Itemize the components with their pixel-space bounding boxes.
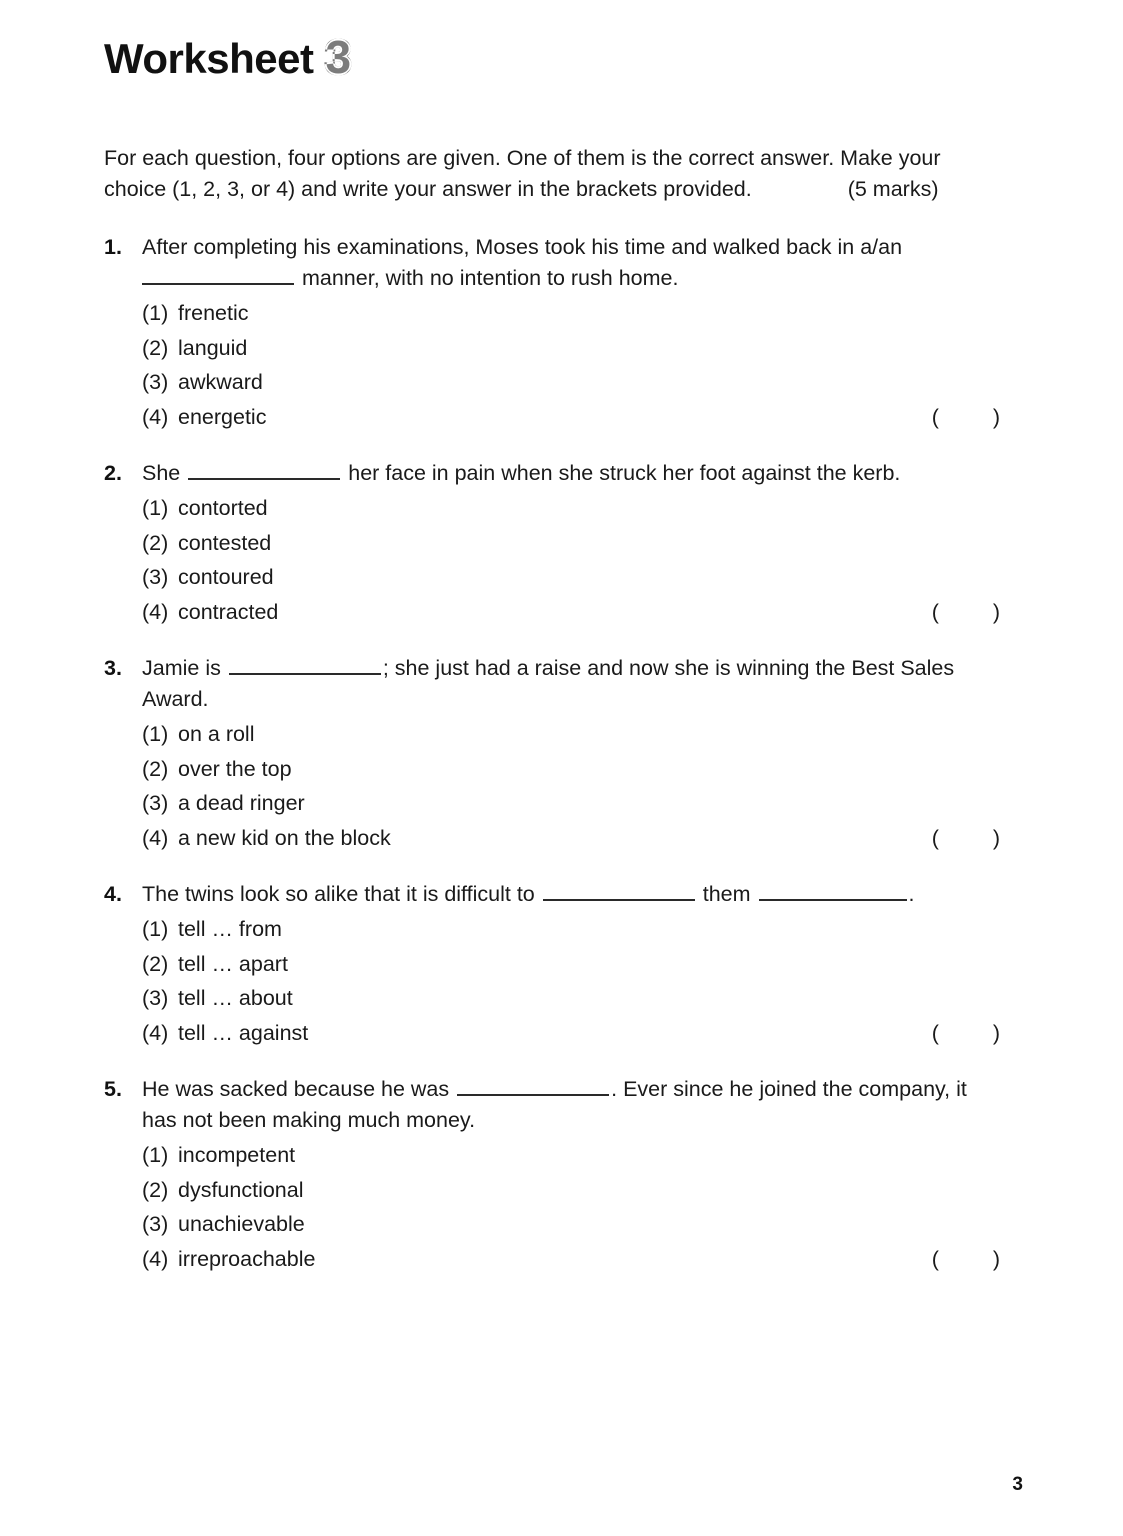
question-stem-text-b: . Ever since he joined the company, it xyxy=(611,1077,967,1101)
instructions-line-2-wrapper xyxy=(104,174,1016,205)
question-number: 5. xyxy=(104,1077,122,1101)
option-label: irreproachable xyxy=(178,1246,316,1271)
option-label: contracted xyxy=(178,599,279,624)
option-label: dysfunctional xyxy=(178,1177,304,1202)
option-number: (3) xyxy=(142,565,169,589)
question-stem-text-c: Award. xyxy=(142,687,209,711)
option-label: languid xyxy=(178,335,248,360)
question-item xyxy=(104,458,1020,629)
question-stem-text-b: manner, with no intention to rush home. xyxy=(301,266,679,290)
option-number: (1) xyxy=(142,1143,169,1167)
answer-blank[interactable] xyxy=(543,881,695,901)
page-number: 3 xyxy=(1012,1474,1023,1495)
question-stem-text-c: has not been making much money. xyxy=(142,1108,476,1132)
option-label: awkward xyxy=(178,370,263,394)
option-label: tell … apart xyxy=(178,951,288,976)
question-number: 2. xyxy=(104,461,122,485)
question-item xyxy=(104,232,1020,434)
option-label: tell … about xyxy=(178,986,293,1010)
option-label: a dead ringer xyxy=(178,791,305,815)
option-item[interactable] xyxy=(142,821,1020,856)
option-list xyxy=(104,491,1020,629)
instructions-line-1: For each question, four options are given. One of them is the correct answer. Make your xyxy=(104,146,941,170)
question-stem-text-b: her face in pain when she struck her foot against the kerb. xyxy=(348,461,901,485)
option-item[interactable] xyxy=(142,1207,1020,1242)
option-number: (3) xyxy=(142,791,169,815)
option-list xyxy=(104,296,1020,434)
question-stem xyxy=(142,879,1020,910)
question-stem-text-a: The twins look so alike that it is difficult to xyxy=(142,882,535,906)
marks-label: (5 marks) xyxy=(847,177,939,201)
instructions-paragraph xyxy=(104,143,1016,205)
option-item[interactable] xyxy=(142,1016,1020,1051)
option-list xyxy=(104,717,1020,855)
question-stem-row xyxy=(104,653,1020,715)
option-number: (3) xyxy=(142,986,169,1010)
option-label: a new kid on the block xyxy=(178,825,391,850)
option-item[interactable] xyxy=(142,912,1020,947)
answer-blank[interactable] xyxy=(457,1076,609,1096)
option-number: (1) xyxy=(142,496,169,520)
option-list xyxy=(104,912,1020,1050)
option-label: over the top xyxy=(178,756,292,781)
answer-blank-second[interactable] xyxy=(759,881,907,901)
option-item[interactable] xyxy=(142,1173,1020,1208)
option-item[interactable] xyxy=(142,491,1020,526)
question-stem-text-a: Jamie is xyxy=(142,656,221,680)
answer-bracket[interactable]: ( ) xyxy=(931,599,1014,624)
option-number: (1) xyxy=(142,301,169,325)
option-label: unachievable xyxy=(178,1212,305,1236)
question-stem xyxy=(142,232,1020,294)
worksheet-number-badge: 3 xyxy=(325,31,352,83)
question-stem xyxy=(142,458,1020,489)
question-stem-row xyxy=(104,458,1020,489)
question-stem-row xyxy=(104,232,1020,294)
option-number: (2) xyxy=(142,335,169,360)
option-number: (3) xyxy=(142,1212,169,1236)
option-item[interactable] xyxy=(142,365,1020,400)
option-item[interactable] xyxy=(142,296,1020,331)
question-item xyxy=(104,879,1020,1050)
option-item[interactable] xyxy=(142,947,1020,982)
question-number: 1. xyxy=(104,235,122,259)
option-number: (2) xyxy=(142,951,169,976)
question-stem-text-b: them xyxy=(702,882,751,906)
option-item[interactable] xyxy=(142,400,1020,435)
option-item[interactable] xyxy=(142,786,1020,821)
option-number: (3) xyxy=(142,370,169,394)
option-item[interactable] xyxy=(142,1242,1020,1277)
option-number: (4) xyxy=(142,825,169,850)
option-label: energetic xyxy=(178,404,267,429)
question-stem-row xyxy=(104,1074,1020,1136)
option-item[interactable] xyxy=(142,331,1020,366)
question-number: 3. xyxy=(104,656,122,680)
question-item xyxy=(104,1074,1020,1276)
option-item[interactable] xyxy=(142,981,1020,1016)
option-label: tell … against xyxy=(178,1020,309,1045)
answer-bracket[interactable]: ( ) xyxy=(931,1020,1014,1045)
worksheet-title-text: Worksheet xyxy=(104,35,314,82)
option-number: (4) xyxy=(142,1246,169,1271)
option-item[interactable] xyxy=(142,595,1020,630)
option-label: contoured xyxy=(178,565,274,589)
answer-blank[interactable] xyxy=(142,265,294,285)
answer-bracket[interactable]: ( ) xyxy=(931,825,1014,850)
option-number: (2) xyxy=(142,1177,169,1202)
instructions-line-2: choice (1, 2, 3, or 4) and write your answer in the brackets provided. xyxy=(104,177,752,201)
option-number: (4) xyxy=(142,404,169,429)
option-number: (1) xyxy=(142,722,169,746)
question-item xyxy=(104,653,1020,855)
question-stem xyxy=(142,653,1020,715)
option-list xyxy=(104,1138,1020,1276)
option-number: (2) xyxy=(142,756,169,781)
question-stem-text-a: She xyxy=(142,461,181,485)
option-number: (4) xyxy=(142,1020,169,1045)
option-label: on a roll xyxy=(178,722,255,746)
answer-blank[interactable] xyxy=(229,655,381,675)
option-label: frenetic xyxy=(178,301,249,325)
question-number: 4. xyxy=(104,882,122,906)
option-item[interactable] xyxy=(142,560,1020,595)
option-label: tell … from xyxy=(178,917,282,941)
option-item[interactable] xyxy=(142,752,1020,787)
question-stem-text-c: . xyxy=(908,882,915,906)
page-title xyxy=(104,31,353,83)
option-item[interactable] xyxy=(142,717,1020,752)
option-item[interactable] xyxy=(142,526,1020,561)
option-item[interactable] xyxy=(142,1138,1020,1173)
answer-bracket[interactable]: ( ) xyxy=(931,1246,1014,1271)
option-number: (2) xyxy=(142,530,169,555)
answer-bracket[interactable]: ( ) xyxy=(931,404,1014,429)
question-stem-text-a: He was sacked because he was xyxy=(142,1077,450,1101)
option-label: contested xyxy=(178,530,272,555)
question-stem-row xyxy=(104,879,1020,910)
question-stem xyxy=(142,1074,1020,1136)
question-stem-text-a: After completing his examinations, Moses took his time and walked back in a/an xyxy=(142,235,903,259)
option-number: (1) xyxy=(142,917,169,941)
option-label: contorted xyxy=(178,496,268,520)
answer-blank[interactable] xyxy=(188,460,340,480)
option-label: incompetent xyxy=(178,1143,296,1167)
questions-list xyxy=(104,232,1020,1300)
option-number: (4) xyxy=(142,599,169,624)
question-stem-text-b: ; she just had a raise and now she is winning the Best Sales xyxy=(382,656,955,680)
